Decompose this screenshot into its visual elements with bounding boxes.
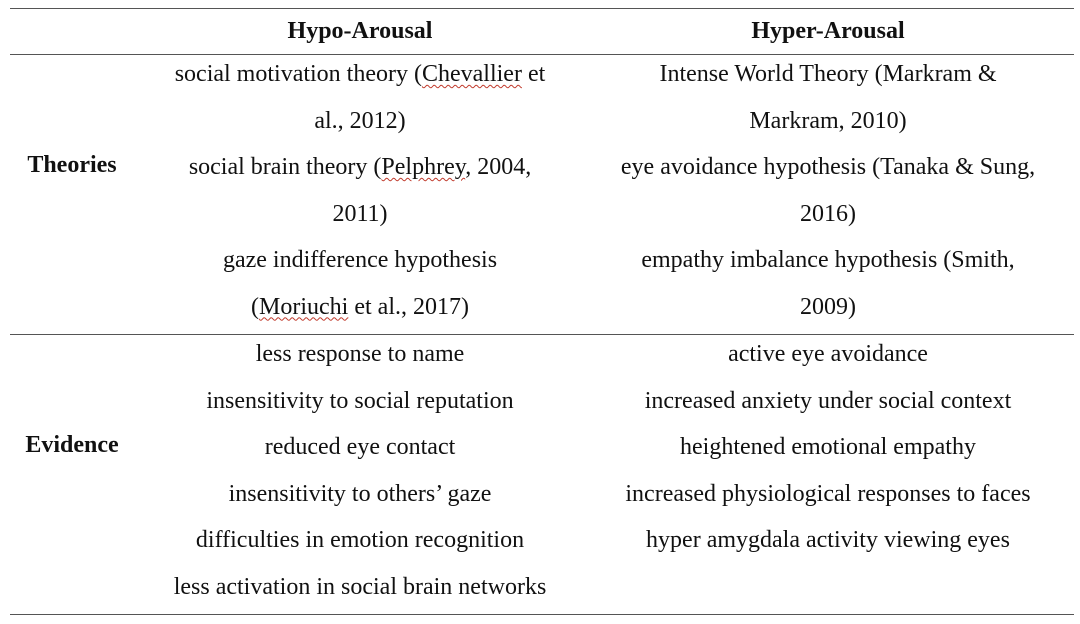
cell-line: less activation in social brain networks <box>173 573 547 600</box>
evidence-hyper-cell <box>586 331 1070 564</box>
text-fragment: 2011) <box>332 200 388 227</box>
citation-author: Chevallier <box>421 61 522 87</box>
row-label-evidence: Evidence <box>25 432 119 458</box>
text-fragment: , 2004, <box>465 154 532 180</box>
column-header-hyper-arousal: Hyper-Arousal <box>751 18 905 44</box>
text-fragment: social brain theory ( <box>188 154 382 180</box>
cell-line: 2009) <box>800 293 856 320</box>
table-bottom-rule <box>10 614 1074 615</box>
citation-author: Moriuchi <box>259 293 349 320</box>
theories-hyper-cell <box>586 51 1070 330</box>
theories-hypo-cell <box>138 51 582 330</box>
cell-line: eye avoidance hypothesis (Tanaka & Sung, <box>620 154 1036 180</box>
cell-line: increased anxiety under social context <box>644 387 1012 414</box>
evidence-hypo-cell <box>138 331 582 610</box>
column-header-hypo-arousal: Hypo-Arousal <box>287 18 433 44</box>
cell-line: increased physiological responses to faces <box>625 480 1031 507</box>
text-fragment: al., 2012) <box>314 107 406 134</box>
cell-line <box>138 237 582 284</box>
cell-line: empathy imbalance hypothesis (Smith, <box>641 247 1015 273</box>
text-fragment: ( <box>251 293 260 320</box>
cell-line <box>138 284 582 331</box>
cell-line: Markram, 2010) <box>749 107 907 134</box>
cell-line <box>138 144 582 191</box>
text-fragment: et <box>521 61 546 87</box>
citation-author: Pelphrey <box>381 154 466 180</box>
cell-line <box>138 51 582 98</box>
row-label-theories: Theories <box>27 152 117 178</box>
text-fragment: social motivation theory ( <box>174 61 422 87</box>
cell-line: Intense World Theory (Markram & <box>659 61 997 87</box>
cell-line: heightened emotional empathy <box>680 434 976 460</box>
cell-line: less response to name <box>255 341 465 367</box>
cell-line: hyper amygdala activity viewing eyes <box>646 527 1010 553</box>
cell-line <box>138 191 582 238</box>
cell-line: insensitivity to others’ gaze <box>228 480 492 507</box>
cell-line: insensitivity to social reputation <box>206 387 514 414</box>
cell-line: difficulties in emotion recognition <box>195 527 525 553</box>
cell-line: 2016) <box>800 200 856 227</box>
cell-line <box>138 98 582 145</box>
cell-line: reduced eye contact <box>264 434 456 460</box>
text-fragment: et al., 2017) <box>348 293 469 320</box>
text-fragment: gaze indifference hypothesis <box>222 247 498 273</box>
cell-line: active eye avoidance <box>728 341 928 367</box>
